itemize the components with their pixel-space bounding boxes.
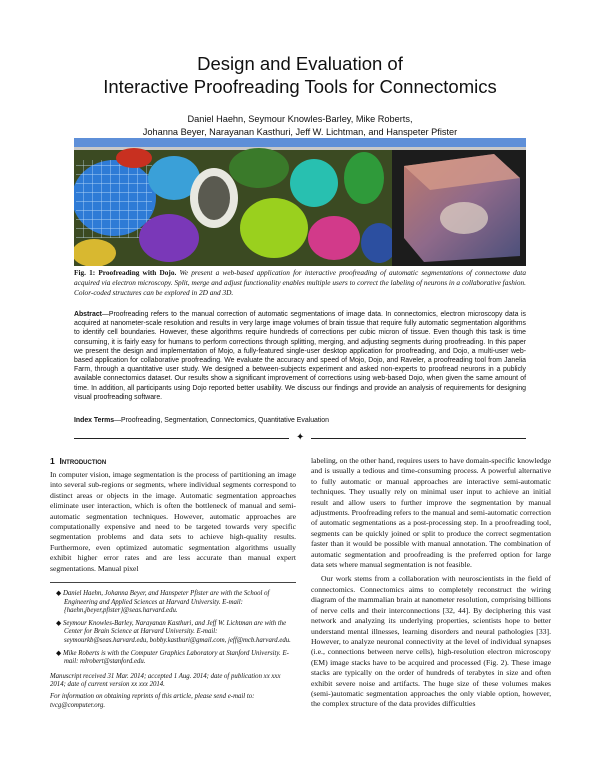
footnote-3 <box>50 650 296 667</box>
figure-caption-text: We present a web-based application for interactive proofreading of automatic segmentations of connectome data acquired via electron microscopy. Split, merge and adjust functionality enables multiple users to correct the labeling of neurons in a collaborative fashion. Color-coded structures can be explored in 2D and 3D. <box>74 268 526 297</box>
figure-1-image <box>74 138 526 266</box>
left-column <box>50 470 296 574</box>
authors-line-2: Johanna Beyer, Narayanan Kasthuri, Jeff W. Lichtman, and Hanspeter Pfister <box>142 127 458 137</box>
dojo-screenshot-illustration <box>74 138 526 266</box>
title-line-2: Interactive Proofreading Tools for Connectomics <box>103 76 497 97</box>
intro-paragraph-2: labeling, on the other hand, requires users to have domain-specific knowledge and is usually a tedious and time-consuming process. A powerful alternative to fully automatic or manual approaches are interactive semi-automatic techniques. They usually rely on minimal user input to achieve an initial result and allow users to further improve the segmentation by manual adjustments. Proofreading refers to the manual and semi-automatic correction of automatic segmentations as a post-processing step. In a proofreading tool, segments can be quickly joined or split to produce the correct segmentation faster than it would be possible with manual annotation. The combination of automatic segmentation and proofreading is the preferred option for large data sets where manual segmentation is not feasible. <box>311 456 551 570</box>
footnote-bullet: ◆ <box>56 649 62 657</box>
figure-label: Fig. 1: <box>74 268 96 277</box>
title-line-1: Design and Evaluation of <box>197 53 403 74</box>
section-title: Introduction <box>59 456 107 466</box>
footnote-bullet: ◆ <box>56 590 62 597</box>
divider-right <box>311 438 526 439</box>
footnote-2-text: Seymour Knowles-Barley, Narayanan Kasthuri, and Jeff W. Lichtman are with the Center for Brain Science at Harvard University. E-mail: seymourkb@seas.harvard.edu, bobby.kasthuri@gmail.com, jeff@mcb.harvard.edu. <box>62 619 291 644</box>
section-heading <box>50 456 106 466</box>
divider-ornament: ✦ <box>296 432 305 443</box>
abstract-text: —Proofreading refers to the manual correction of automatic segmentations of image data. In connectomics, electron microscopy data is acquired at nanometer-scale resolution and results in very large image volumes of brain tissue that require fully automatic segmentation algorithms to identify cell boundaries. However, these algorithms require hundreds of corrections per cubic micron of tissue. Even though this task is time consuming, it is fairly easy for humans to perform corrections through splitting, merging, and adjusting segments during proofreading. In this paper we present the design and implementation of Mojo, a fully-featured single-user desktop application for proofreading, and Dojo, a multi-user web-based application for collaborative proofreading. We evaluate the accuracy and speed of Mojo, Dojo, and Raveler, a proofreading tool from Janelia Farm, through a quantitative user study. We designed a between-subjects experiment and asked non-experts to proofread neurons in a publicly available connectomics dataset. Our results show a significant improvement of corrections using web-based Dojo, when given the same amount of time. In addition, all participants using Dojo reported better usability. We discuss our findings and provide an analysis of requirements for designing visual proofreading software. <box>74 311 526 401</box>
footnotes <box>50 590 296 710</box>
footnote-1-text: Daniel Haehn, Johanna Beyer, and Hanspeter Pfister are with the School of Engineering and Applied Sciences at Harvard University. E-mail: {haehn,jbeyer,pfister}@seas.harvard.edu. <box>62 590 270 615</box>
intro-paragraph-1: In computer vision, image segmentation is the process of partitioning an image into several sub-regions or segments, where individual segments correspond to distinct areas or objects in the image. Automatic segmentation approaches eliminate user interaction, which is often the bottleneck of manual and semi-automatic segmentation techniques. However, automatic approaches are computationally expensive and need to be targeted towards very specific segmentation problems and data sets to achieve high-quality results. Furthermore, even optimized automatic segmentation algorithms usually exhibit higher error rates and are less accurate than manual expert segmentations. Manual pixel <box>50 470 296 573</box>
divider-left <box>74 438 289 439</box>
footnote-bullet: ◆ <box>56 619 62 627</box>
index-terms-text: —Proofreading, Segmentation, Connectomics, Quantitative Evaluation <box>114 417 329 424</box>
intro-paragraph-3: Our work stems from a collaboration with neuroscientists in the field of connectomics. Connectomics aims to completely reconstruct the wiring diagram of the mammalian brain at nanometer resolution, comprising billions of nerve cells and their interconnections [32, 44]. By deciphering this vast network and analyzing its underlying properties, scientists hope to better understand mental illnesses, learning disorders and neural pathologies [33]. However, to analyze neuronal connectivity at the level of individual synapses (i.e., connections between nerve cells), high-resolution electron microscopy (EM) image stacks have to be acquired and processed (Fig. 2). These image stacks are typically on the order of hundreds of terabytes in size and often exhibit severe noise and artifacts. The huge size of these volumes makes (semi-)automatic segmentation approaches the only viable option, however, the complex structure of the data provides difficulties <box>311 574 551 709</box>
abstract-label: Abstract <box>74 311 102 318</box>
manuscript-info: Manuscript received 31 Mar. 2014; accepted 1 Aug. 2014; date of publication xx xxx 2014; date of current version xx xxx 2014. <box>50 672 281 689</box>
index-terms-label: Index Terms <box>74 417 115 424</box>
authors-line-1: Daniel Haehn, Seymour Knowles-Barley, Mike Roberts, <box>187 114 413 124</box>
right-column <box>311 456 551 710</box>
reprint-info: For information on obtaining reprints of this article, please send e-mail to: tvcg@computer.org. <box>50 692 255 709</box>
index-terms <box>74 416 526 425</box>
paper-title <box>0 52 600 98</box>
footnote-rule <box>50 582 296 583</box>
abstract <box>74 310 526 402</box>
footnote-3-text: Mike Roberts is with the Computer Graphics Laboratory at Stanford University. E-mail: mlrobert@stanford.edu. <box>62 649 289 666</box>
footnote-2 <box>50 620 296 646</box>
figure-caption <box>74 268 526 298</box>
footnote-1 <box>50 590 296 616</box>
figure-label-title: Proofreading with Dojo. <box>98 268 177 277</box>
section-number: 1 <box>50 456 55 466</box>
author-list <box>0 113 600 139</box>
